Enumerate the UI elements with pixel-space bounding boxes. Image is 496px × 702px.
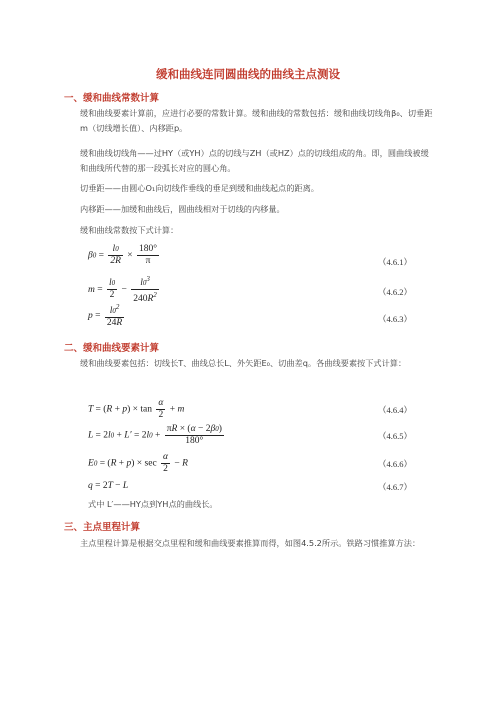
paragraph-text: 主点里程计算是根据交点里程和缓和曲线要素推算而得，如图4.5.2所示。铁路习惯推算方法： <box>80 538 421 548</box>
paragraph-shift <box>64 202 436 217</box>
paragraph-text: 缓和曲线要素计算前，应进行必要的常数计算。缓和曲线的常数包括：缓和曲线切线角β₀、切垂距m（切线增长值）、内移距p。 <box>80 108 433 133</box>
section-heading-1: 一、缓和曲线常数计算 <box>64 93 160 104</box>
section-heading-3: 三、主点里程计算 <box>64 522 141 533</box>
paragraph-text: 缓和曲线要素包括：切线长T、曲线总长L、外矢距E₀、切曲差q。各曲线要素按下式计算： <box>80 358 407 368</box>
formula-T: T = (R + p) × tan $\frac{\alpha}{2}$ + m <box>88 398 185 420</box>
equation-number: （4.6.2） <box>378 287 413 297</box>
paragraph-mileage <box>64 536 436 551</box>
formula-q: q = 2T − L <box>88 481 129 491</box>
equation-number: （4.6.3） <box>378 314 413 324</box>
paragraph-tangent-offset <box>64 181 436 196</box>
formula-E0: E0 = (R + p) × sec $\frac{\alpha}{2}$ − R <box>88 452 188 474</box>
equation-number: （4.6.7） <box>378 482 413 492</box>
paragraph-formula-lead <box>64 223 436 238</box>
equation-number: （4.6.1） <box>378 257 413 267</box>
formula-m: m = $\frac{l0}{2}$ − $\frac{l0^3}{240R^2}$ <box>88 275 157 305</box>
equation-number: （4.6.4） <box>378 405 413 415</box>
equation-number: （4.6.6） <box>378 459 413 469</box>
formula-beta0: β0 = $\frac{l0}{2R}$ × $\frac{180^\circ}{\pi}$ <box>88 244 158 266</box>
paragraph-tangent-angle <box>64 146 436 176</box>
paragraph-text: 缓和曲线常数按下式计算： <box>80 225 179 235</box>
paragraph-elements-intro <box>64 356 436 371</box>
paragraph-text: 式中 L′——HY点到YH点的曲线长。 <box>88 499 218 509</box>
paragraph-constants-intro <box>64 106 436 136</box>
paragraph-text: 切垂距——由圆心O₁向切线作垂线的垂足到缓和曲线起点的距离。 <box>80 183 319 193</box>
section-heading-2: 二、缓和曲线要素计算 <box>64 343 160 354</box>
paragraph-text: 内移距——加缓和曲线后，圆曲线相对于切线的内移量。 <box>80 204 285 214</box>
equation-number: （4.6.5） <box>378 431 413 441</box>
formula-p: p = $\frac{l0^2}{24R}$ <box>88 303 123 329</box>
page-title: 缓和曲线连同圆曲线的曲线主点测设 <box>156 67 340 81</box>
paragraph-text: 缓和曲线切线角——过HY（或YH）点的切线与ZH（或HZ）点的切线组成的角。即，圆曲线被缓和曲线所代替的那一段弧长对应的圆心角。 <box>80 148 429 173</box>
formula-L: L = 2l0 + L′ = 2l0 + $\frac{\pi R \times (\alpha - 2\beta 0)}{180^\circ}$ <box>88 424 222 446</box>
paragraph-where <box>88 497 460 512</box>
